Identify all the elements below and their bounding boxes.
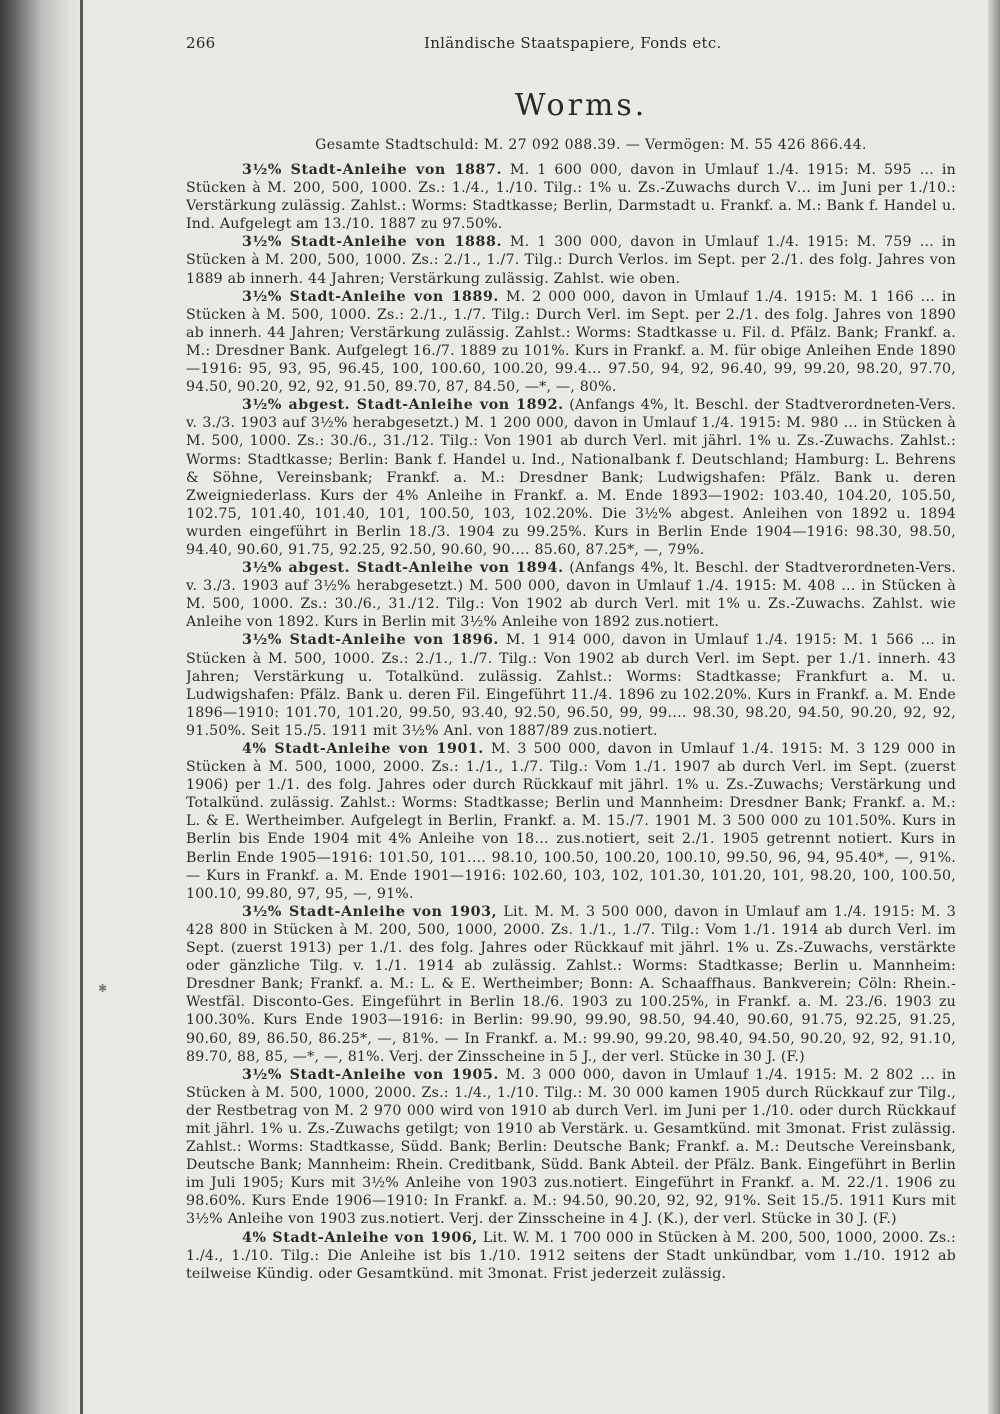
document-page [186, 34, 956, 1384]
entry-heading: 3½% Stadt-Anleihe von 1887. [242, 162, 502, 178]
scan-right-edge-shadow [988, 0, 1000, 1414]
bond-entry-1896 [186, 631, 956, 740]
entry-heading: 3½% Stadt-Anleihe von 1888. [242, 234, 502, 251]
bond-entry-1906 [186, 1229, 956, 1283]
entry-text: (Anfangs 4%, lt. Beschl. der Stadtverordneten-Vers. v. 3./3. 1903 auf 3½% herabgesetzt.) M. 1 200 000, davon in Umlauf 1./4. 1915: M. 980 … in Stücken à M. 500, 1000. Zs.: 30./6., 31./12. Tilg.: Von 1901 ab durch Verl. mit jährl. 1% u. Zs.-Zuwachs. Zahlst.: Worms: Stadtkasse; Berlin: Bank f. Handel u. Ind., Nationalbank f. Deutschland; Hamburg: L. Behrens & Söhne, Vereinsbank; Frankf. a. M.: Dresdner Bank; Ludwigshafen: Pfälz. Bank u. deren Zweigniederlass. Kurs der 4% Anleihe in Frankf. a. M. Ende 1893—1902: 103.40, 104.20, 105.50, 102.75, 101.40, 101.40, 101, 100.50, 103, 102.20%. Die 3½% abgest. Anleihen von 1892 u. 1894 wurden eingeführt in Berlin 18./3. 1904 zu 99.25%. Kurs in Berlin Ende 1904—1916: 98.30, 98.50, 94.40, 90.60, 91.75, 92.25, 92.50, 90.60, 90.… 85.60, 87.25*, —, 79%. [186, 397, 956, 558]
entry-heading: 3½% abgest. Stadt-Anleihe von 1894. [242, 560, 564, 577]
debt-summary: Gesamte Stadtschuld: M. 27 092 088.39. — Vermögen: M. 55 426 866.44. [315, 137, 867, 153]
bond-entry-1888 [186, 233, 956, 287]
entry-heading: 3½% Stadt-Anleihe von 1896. [242, 632, 499, 649]
entry-heading: 3½% abgest. Stadt-Anleihe von 1892. [242, 397, 564, 414]
bond-entry-1887 [186, 161, 956, 233]
book-binding-edge [80, 0, 83, 1414]
running-title: Inländische Staatspapiere, Fonds etc. [424, 34, 722, 52]
entry-heading: 4% Stadt-Anleihe von 1901. [242, 741, 484, 757]
entry-text: M. 3 000 000, davon in Umlauf 1./4. 1915: M. 2 802 … in Stücken à M. 500, 1000, 2000. Zs.: 1./4., 1./10. Tilg.: M. 30 000 kamen 1905 durch Rückkauf zur Tilg., der Restbetrag von M. 2 970 000 wird von 1910 ab durch Verl. im Juni per 1./10. oder durch Rückkauf mit jährl. 1% u. Zs.-Zuwachs getilgt; von 1910 ab Verstärk. u. Gesamtkünd. mit 3monat. Frist zulässig. Zahlst.: Worms: Stadtkasse, Südd. Bank; Berlin: Deutsche Bank; Frankf. a. M.: Deutsche Vereinsbank, Deutsche Bank; Mannheim: Rhein. Creditbank, Südd. Bank Abteil. der Pfälz. Bank. Eingeführt in Berlin im Juli 1905; Kurs mit 3½% Anleihe von 1903 zus.notiert. Eingeführt in Frankf. a. M. 22./1. 1906 zu 98.60%. Kurs Ende 1906—1910: In Frankf. a. M.: 94.50, 90.20, 92, 92, 91%. Seit 15./5. 1911 Kurs mit 3½% Anleihe von 1903 zus.notiert. Verj. der Zinsscheine in 4 J. (K.), der verl. Stücke in 30 J. (F.) [186, 1066, 956, 1228]
bond-entry-1894 [186, 559, 956, 631]
entry-heading: 3½% Stadt-Anleihe von 1905. [242, 1066, 499, 1083]
bond-entry-1901 [186, 740, 956, 903]
running-head [186, 34, 956, 60]
entry-text: Lit. M. M. 3 500 000, davon in Umlauf am 1./4. 1915: M. 3 428 800 in Stücken à M. 200, 500, 1000, 2000. Zs. 1./1., 1./7. Tilg.: Vom 1./1. 1914 ab durch Verl. im Sept. (zuerst 1913) per 1./1. des folg. Jahres oder Rückkauf mit jährl. 1% u. Zs.-Zuwachs, verstärkte oder gänzliche Tilg. v. 1./1. 1914 ab zulässig. Zahlst.: Worms: Stadtkasse; Berlin u. Mannheim: Dresdner Bank; Frankf. a. M.: L. & E. Wertheimber; Bonn: A. Schaaffhaus. Bankverein; Cöln: Rhein.-Westfäl. Disconto-Ges. Eingeführt in Berlin 18./6. 1903 zu 100.25%, in Frankf. a. M. 23./6. 1903 zu 100.30%. Kurs Ende 1903—1916: in Berlin: 99.90, 99.90, 98.50, 94.40, 90.60, 91.75, 92.25, 91.25, 90.60, 89, 86.50, 86.25*, —, 81%. — In Frankf. a. M.: 99.90, 99.20, 98.40, 94.50, 90.20, 92, 92, 91.10, 89.70, 88, 85, —*, —, 81%. Verj. der Zinsscheine in 5 J., der verl. Stücke in 30 J. (F.) [186, 903, 956, 1065]
entry-heading: 3½% Stadt-Anleihe von 1889. [242, 288, 499, 305]
entry-text: M. 1 300 000, davon in Umlauf 1./4. 1915: M. 759 … in Stücken à M. 200, 500, 1000. Zs.: 2./1., 1./7. Tilg.: Durch Verlos. im Sept. per 2./1. des folg. Jahres von 1889 ab innerh. 44 Jahren; Verstärkung zulässig. Zahlst. wie oben. [186, 234, 956, 287]
entry-text: M. 1 600 000, davon in Umlauf 1./4. 1915: M. 595 … in Stücken à M. 200, 500, 1000. Zs.: 1./4., 1./10. Tilg.: 1% u. Zs.-Zuwachs durch V… im Juni per 1./10.: Verstärkung zulässig. Zahlst.: Worms: Stadtkasse; Berlin, Darmstadt u. Frankf. a. M.: Bank f. Handel u. Ind. Aufgelegt am 13./10. 1887 zu 97.50%. [186, 162, 956, 233]
bond-entry-1903 [186, 903, 956, 1066]
bond-entry-1905 [186, 1066, 956, 1229]
entry-text: (Anfangs 4%, lt. Beschl. der Stadtverordneten-Vers. v. 3./3. 1903 auf 3½% herabgesetzt.) M. 500 000, davon in Umlauf 1./4. 1915: M. 408 … in Stücken à M. 500, 1000. Zs.: 30./6., 31./12. Tilg.: Von 1902 ab durch Verl. mit 1% u. Zs.-Zuwachs. Zahlst. wie Anleihe von 1892. Kurs in Berlin mit 3½% Anleihe von 1892 zus.notiert. [186, 560, 956, 631]
entry-heading: 4% Stadt-Anleihe von 1906, [242, 1229, 478, 1246]
entry-text: M. 2 000 000, davon in Umlauf 1./4. 1915: M. 1 166 … in Stücken à M. 500, 1000. Zs.: 2./1., 1./7. Tilg.: Durch Verl. im Sept. per 2./1. des folg. Jahres von 1890 ab innerh. 44 Jahren; Verstärkung zulässig. Zahlst.: Worms: Stadtkasse u. Fil. d. Pfälz. Bank; Frankf. a. M.: Dresdner Bank. Aufgelegt 16./7. 1889 zu 101%. Kurs in Frankf. a. M. für obige Anleihen Ende 1890—1916: 95, 93, 95, 96.45, 100, 100.60, 100.20, 99.4… 97.50, 94, 92, 96.40, 99, 99.20, 98.20, 97.70, 94.50, 90.20, 92, 92, 91.50, 89.70, 87, 84.50, —*, —, 80%. [186, 288, 956, 396]
entry-text: Lit. W. M. 1 700 000 in Stücken à M. 200, 500, 1000, 2000. Zs.: 1./4., 1./10. Tilg.: Die Anleihe ist bis 1./10. 1912 seitens der Stadt unkündbar, vom 1./10. 1912 ab teilweise Kündig. oder Gesamtkünd. mit 3monat. Frist jederzeit zulässig. [186, 1229, 956, 1282]
entry-heading: 3½% Stadt-Anleihe von 1903, [242, 903, 498, 920]
entries-list [186, 161, 956, 1283]
scan-speck: ✱ [98, 982, 108, 995]
scan-left-margin-shadow [0, 0, 88, 1414]
page-number: 266 [186, 34, 216, 52]
section-title: Worms. [514, 88, 648, 123]
entry-text: M. 1 914 000, davon in Umlauf 1./4. 1915: M. 1 566 … in Stücken à M. 500, 1000. Zs.: 2./1., 1./7. Tilg.: Von 1902 ab durch Verl. im Sept. per 1./1. innerh. 43 Jahren; Verstärkung u. Totalkünd. zulässig. Zahlst.: Worms: Stadtkasse; Frankfurt a. M. u. Ludwigshafen: Pfälz. Bank u. deren Fil. Eingeführt 11./4. 1896 zu 102.20%. Kurs in Frankf. a. M. Ende 1896—1910: 101.70, 101.20, 99.50, 93.40, 92.50, 96.50, 99, 99.… 98.30, 98.20, 94.50, 90.20, 92, 92, 91.50%. Seit 15./5. 1911 mit 3½% Anl. von 1887/89 zus.notiert. [186, 632, 956, 739]
entry-text: M. 3 500 000, davon in Umlauf 1./4. 1915: M. 3 129 000 in Stücken à M. 500, 1000, 2000. Zs.: 1./1., 1./7. Tilg.: Vom 1./1. 1907 ab durch Verl. im Sept. (zuerst 1906) per 1./1. des folg. Jahres oder durch Rückkauf mit jährl. 1% u. Zs.-Zuwachs; Verstärkung und Totalkünd. zulässig. Zahlst.: Worms: Stadtkasse; Berlin und Mannheim: Dresdner Bank; Frankf. a. M.: L. & E. Wertheimber. Aufgelegt in Berlin, Frankf. a. M. 15./7. 1901 M. 3 500 000 zu 101.50%. Kurs in Berlin bis Ende 1904 mit 4% Anleihe von 18… zus.notiert, seit 2./1. 1905 getrennt notiert. Kurs in Berlin Ende 1905—1916: 101.50, 101.… 98.10, 100.50, 100.20, 100.10, 99.50, 96, 94, 95.40*, —, 91%. — Kurs in Frankf. a. M. Ende 1901—1916: 102.60, 103, 102, 101.30, 101.20, 101, 98.20, 100, 100.50, 100.10, 99.80, 97, 95, —, 91%. [186, 741, 956, 902]
bond-entry-1889 [186, 288, 956, 397]
bond-entry-1892 [186, 396, 956, 559]
